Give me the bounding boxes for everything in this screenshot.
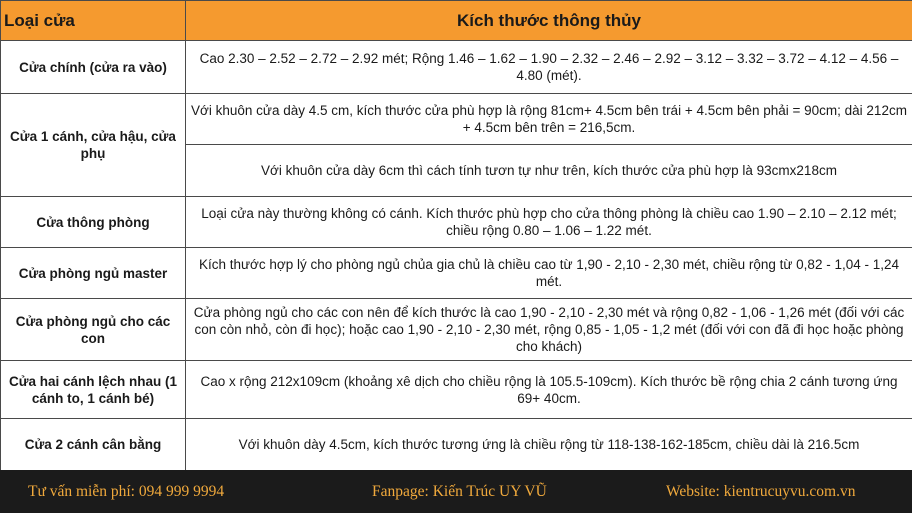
table-header-row [1, 1, 912, 41]
header-clear-size: Kích thước thông thủy [186, 1, 912, 41]
table-row [1, 197, 912, 248]
footer-bar [0, 470, 912, 513]
footer-consult-phone[interactable]: Tư vấn miễn phí: 094 999 9994 [28, 482, 225, 500]
row-desc-master-bedroom: Kích thước hợp lý cho phòng ngủ chủa gia chủ là chiều cao từ 1,90 - 2,10 - 2,30 mét, chiều rộng từ 0,82 - 1,04 - 1,24 mét. [186, 248, 912, 299]
table-row [1, 41, 912, 94]
footer-website[interactable]: Website: kientrucuyvu.com.vn [666, 482, 856, 500]
footer-fanpage[interactable]: Fanpage: Kiến Trúc UY VŨ [372, 482, 547, 500]
row-desc-kids-bedroom: Cửa phòng ngủ cho các con nên để kích thước là cao 1,90 - 2,10 - 2,30 mét và rộng 0,82 - 1,06 - 1,26 mét (đối với các con còn nhỏ, còn đi học); hoặc cao 1,90 - 2,10 - 2,30 mét, rộng 0,85 - 1,05 - 1,2 mét (đối với con đã đi học hoặc phòng cho khách) [186, 299, 912, 361]
row-name-single-door: Cửa 1 cánh, cửa hậu, cửa phụ [1, 94, 186, 197]
row-name-master-bedroom: Cửa phòng ngủ master [1, 248, 186, 299]
table-row [1, 299, 912, 361]
row-name-equal-double: Cửa 2 cánh cân bằng [1, 419, 186, 471]
row-desc-unequal-double: Cao x rộng 212x109cm (khoảng xê dịch cho chiều rộng là 105.5-109cm). Kích thước bề rộng chia 2 cánh tương ứng 69+ 40cm. [186, 361, 912, 419]
row-name-main-door: Cửa chính (cửa ra vào) [1, 41, 186, 94]
header-door-type: Loại cửa [1, 1, 186, 41]
table-row [1, 94, 912, 145]
row-desc-equal-double: Với khuôn dày 4.5cm, kích thước tương ứng là chiều rộng từ 118-138-162-185cm, chiều dài là 216.5cm [186, 419, 912, 471]
table-row [1, 419, 912, 471]
row-name-unequal-double: Cửa hai cánh lệch nhau (1 cánh to, 1 cánh bé) [1, 361, 186, 419]
row-desc-single-door-45: Với khuôn cửa dày 4.5 cm, kích thước cửa phù hợp là rộng 81cm+ 4.5cm bên trái + 4.5cm bên phải = 90cm; dài 212cm + 4.5cm bên trên = 216,5cm. [186, 94, 912, 145]
row-desc-passage-door: Loại cửa này thường không có cánh. Kích thước phù hợp cho cửa thông phòng là chiều cao 1.90 – 2.10 – 2.12 mét; chiều rộng 0.80 – 1.06 – 1.22 mét. [186, 197, 912, 248]
row-name-kids-bedroom: Cửa phòng ngủ cho các con [1, 299, 186, 361]
row-desc-main-door: Cao 2.30 – 2.52 – 2.72 – 2.92 mét; Rộng 1.46 – 1.62 – 1.90 – 2.32 – 2.46 – 2.92 – 3.12 – 3.32 – 3.72 – 4.12 – 4.56 – 4.80 (mét). [186, 41, 912, 94]
table-row [1, 361, 912, 419]
row-desc-single-door-6: Với khuôn cửa dày 6cm thì cách tính tươn tự như trên, kích thước cửa phù hợp là 93cmx218cm [186, 145, 912, 197]
row-name-passage-door: Cửa thông phòng [1, 197, 186, 248]
table-row [1, 248, 912, 299]
